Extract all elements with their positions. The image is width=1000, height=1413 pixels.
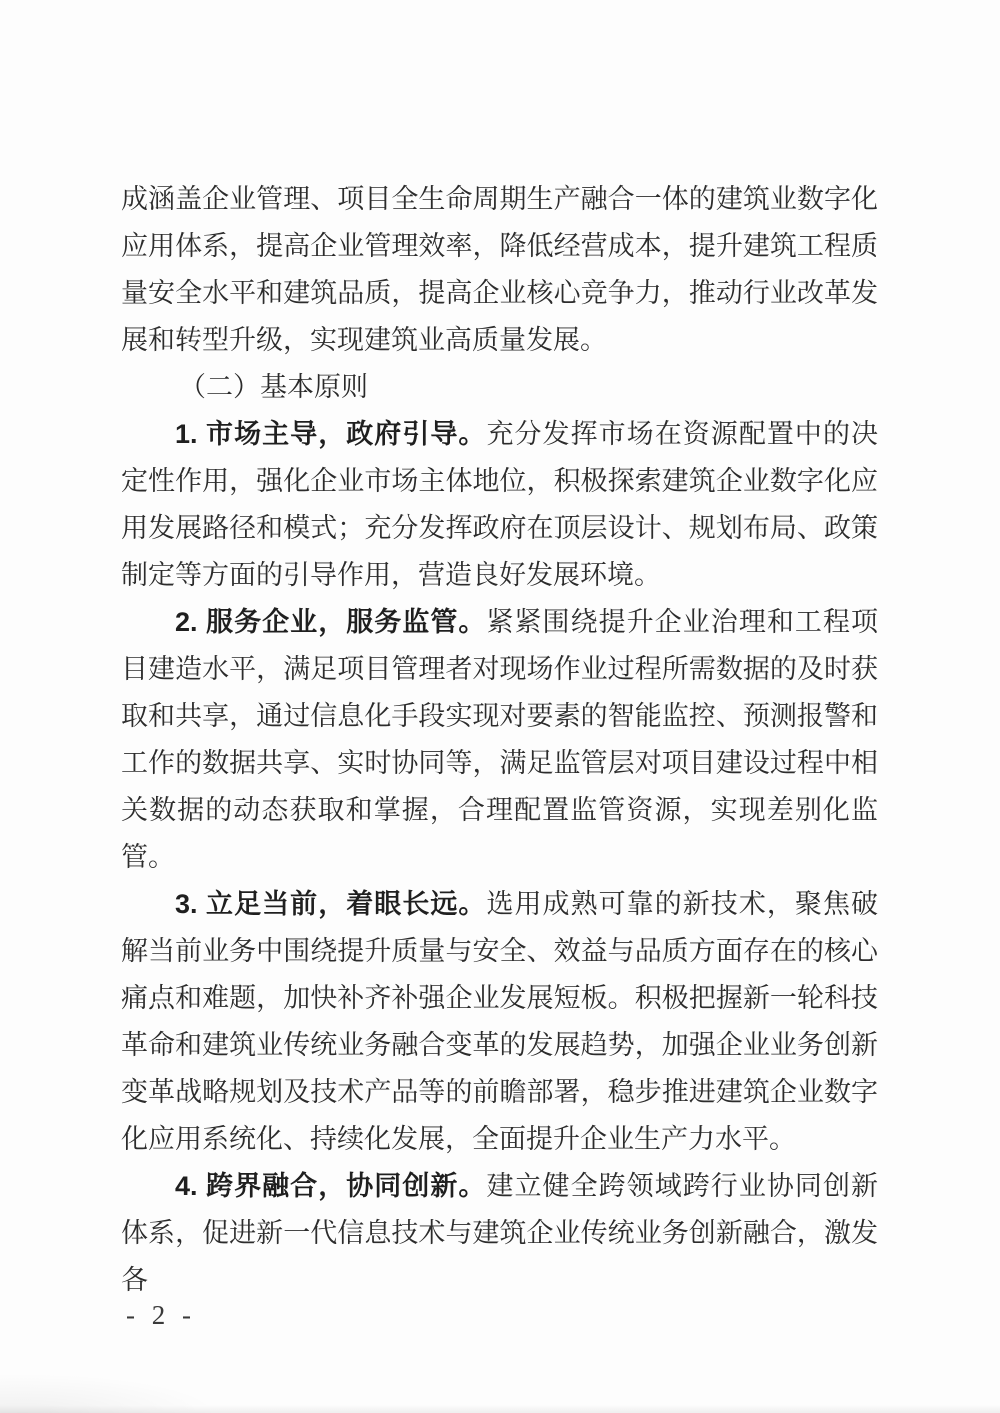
paragraph-principle-1 (121, 411, 878, 599)
principle-2-lead: 2. 服务企业，服务监管。 (175, 607, 487, 637)
principle-1-text: 充分发挥市场在资源配置中的决定性作用，强化企业市场主体地位，积极探索建筑企业数字化应用发展路径和模式；充分发挥政府在顶层设计、规划布局、政策制定等方面的引导作用，营造良好发展环境。 (121, 419, 878, 590)
paragraph-principle-2 (121, 599, 878, 881)
scan-artifact-corner (0, 1373, 220, 1413)
paragraph-continued (121, 176, 878, 364)
section-heading: （二）基本原则 (179, 372, 368, 402)
paragraph-principle-4 (121, 1163, 878, 1304)
principle-3-text: 选用成熟可靠的新技术，聚焦破解当前业务中围绕提升质量与安全、效益与品质方面存在的核心痛点和难题，加快补齐补强企业发展短板。积极把握新一轮科技革命和建筑业传统业务融合变革的发展趋势，加强企业业务创新变革战略规划及技术产品等的前瞻部署，稳步推进建筑企业数字化应用系统化、持续化发展，全面提升企业生产力水平。 (121, 889, 878, 1154)
paragraph-text: 成涵盖企业管理、项目全生命周期生产融合一体的建筑业数字化应用体系，提高企业管理效率，降低经营成本，提升建筑工程质量安全水平和建筑品质，提高企业核心竞争力，推动行业改革发展和转型升级，实现建筑业高质量发展。 (121, 184, 878, 355)
document-body (121, 176, 878, 1304)
principle-4-text: 建立健全跨领域跨行业协同创新体系，促进新一代信息技术与建筑企业传统业务创新融合，激发各 (121, 1171, 878, 1295)
scan-artifact-bottom-edge (0, 1405, 1000, 1413)
principle-3-lead: 3. 立足当前，着眼长远。 (175, 889, 487, 919)
principle-1-lead: 1. 市场主导，政府引导。 (175, 419, 487, 449)
principle-4-lead: 4. 跨界融合，协同创新。 (175, 1171, 487, 1201)
principle-2-text: 紧紧围绕提升企业治理和工程项目建造水平，满足项目管理者对现场作业过程所需数据的及时获取和共享，通过信息化手段实现对要素的智能监控、预测报警和工作的数据共享、实时协同等，满足监管层对项目建设过程中相关数据的动态获取和掌握，合理配置监管资源，实现差别化监管。 (121, 607, 878, 872)
paragraph-principle-3 (121, 881, 878, 1163)
page-number: - 2 - (126, 1300, 196, 1330)
